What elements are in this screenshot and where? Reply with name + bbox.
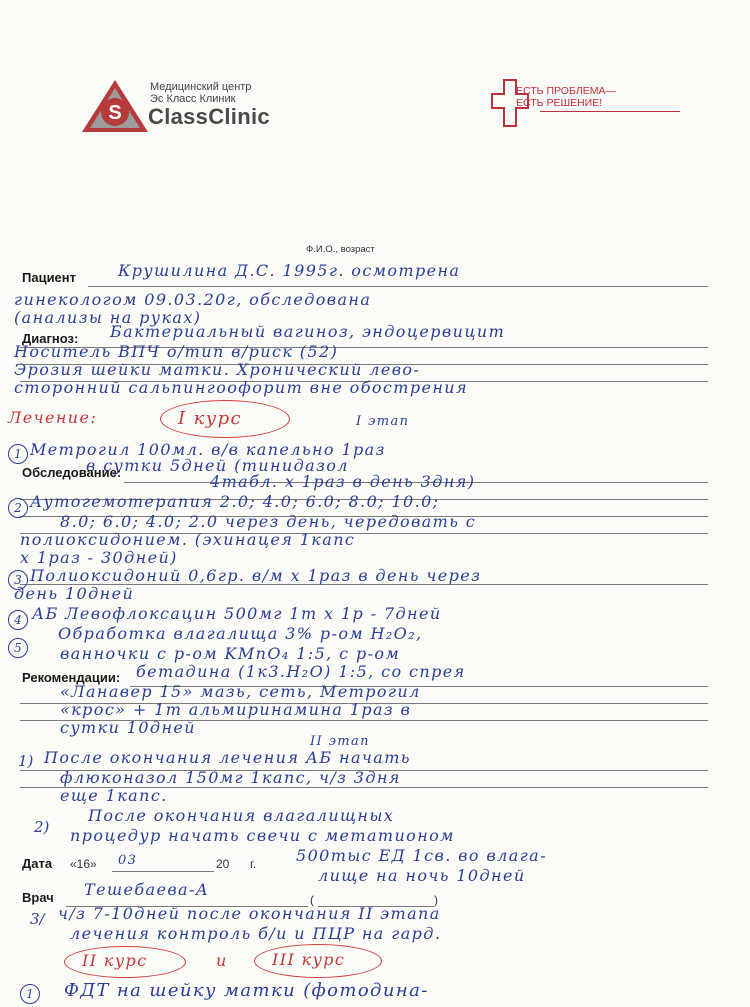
- s2-item2-line3: 500тыс ЕД 1св. во влага-: [296, 846, 547, 865]
- slogan-line2: ЕСТЬ РЕШЕНИЕ!: [516, 97, 603, 109]
- item5-line2: ванночки с р-ом KMnO₄ 1:5, с р-ом: [60, 644, 401, 663]
- item1-number: 1: [8, 444, 28, 464]
- item5-line3: бетадина (1к3.H₂O) 1:5, со спрея: [136, 662, 466, 681]
- s2-item2-number: 2): [34, 818, 50, 836]
- course2-label: II курс: [82, 951, 148, 970]
- patient-line3: (анализы на руках): [14, 308, 202, 327]
- s2-item1-line1: После окончания лечения АБ начать: [44, 748, 411, 767]
- stage1-label: I этап: [356, 414, 410, 429]
- item2-line2: 8.0; 6.0; 4.0; 2.0 через день, чередовать с: [60, 512, 477, 531]
- item1-line3: 4табл. х 1раз в день 3дня): [210, 472, 476, 491]
- logo-letter: S: [108, 102, 122, 124]
- item5-line5: «крос» + 1т альмиринамина 1раз в: [60, 700, 412, 719]
- patient-line1: Крушилина Д.С. 1995г. осмотрена: [118, 261, 461, 280]
- item1-line2: в сутки 5дней (тинидазол: [86, 456, 349, 475]
- date-label: Дата: [22, 856, 53, 871]
- item3-number: 3: [8, 570, 28, 590]
- date-day: «16»: [70, 857, 97, 871]
- diagnosis-line1: Бактериальный вагиноз, эндоцервицит: [110, 322, 506, 341]
- item5-number: 5: [8, 638, 28, 658]
- date-month-rule: [112, 871, 214, 872]
- date-year-suffix: г.: [250, 857, 257, 871]
- recs-label: Рекомендации:: [22, 670, 121, 685]
- s2-item2-line2: процедур начать свечи с метатионом: [70, 826, 455, 845]
- item1-line1: Метрогил 100мл. в/в капельно 1раз: [30, 440, 386, 459]
- item2-line1: Аутогемотерапия 2.0; 4.0; 6.0; 8.0; 10.0;: [30, 492, 440, 511]
- doctor-paren-open: (: [310, 893, 314, 907]
- s2-item1-line3: еще 1капс.: [60, 786, 168, 805]
- item2-line3: полиоксидонием. (эхинацея 1капс: [20, 530, 356, 549]
- date-year-prefix: 20: [216, 857, 230, 871]
- item2-number: 2: [8, 498, 28, 518]
- s2-item3-line1: ч/з 7-10дней после окончания II этапа: [58, 904, 441, 923]
- clinic-line2: Эс Класс Клиник: [150, 93, 236, 105]
- item3-line2: день 10дней: [14, 584, 135, 603]
- diagnosis-label: Диагноз:: [22, 331, 79, 346]
- s2-item2-line4: лище на ночь 10дней: [318, 866, 526, 885]
- s2-item2-line1: После окончания влагалищных: [88, 806, 395, 825]
- item6-line1: ФДТ на шейку матки (фотодина-: [64, 980, 429, 1001]
- item5-line6: сутки 10дней: [60, 718, 196, 737]
- clinic-line1: Медицинский центр: [150, 81, 252, 93]
- clinic-brand: ClassClinic: [148, 104, 270, 129]
- item4-line1: АБ Левофлоксацин 500мг 1т х 1р - 7дней: [32, 604, 442, 623]
- course1-label: I курс: [178, 408, 243, 429]
- item4-number: 4: [8, 610, 28, 630]
- doctor-paren-close: ): [434, 893, 438, 907]
- item5-line1: Обработка влагалища 3% р-ом H₂O₂,: [58, 624, 423, 643]
- item3-line1: Полиоксидоний 0,6гр. в/м х 1раз в день через: [30, 566, 482, 585]
- doctor-signature: Тешебаева-А: [84, 880, 210, 899]
- slogan-underline: [540, 111, 680, 112]
- item2-line4: х 1раз - 30дней): [20, 548, 178, 567]
- stage2-label: II этап: [310, 734, 370, 749]
- fio-caption: Ф.И.О., возраст: [306, 244, 375, 255]
- diagnosis-line2: Носитель ВПЧ о/тип в/риск (52): [14, 342, 339, 361]
- diagnosis-line4: сторонний сальпингоофорит вне обострения: [14, 378, 468, 397]
- course3-label: III курс: [272, 950, 346, 969]
- slogan-line1: ЕСТЬ ПРОБЛЕМА—: [516, 85, 616, 97]
- item6-number: 1: [20, 984, 40, 1004]
- date-month: 03: [118, 853, 138, 868]
- treatment-label: Лечение:: [8, 408, 98, 427]
- item5-line4: «Ланавер 15» мазь, сеть, Метрогил: [60, 682, 421, 701]
- patient-label: Пациент: [22, 270, 77, 285]
- diagnosis-line3: Эрозия шейки матки. Хронический лево-: [14, 360, 421, 379]
- course-and: и: [216, 951, 228, 970]
- doctor-label: Врач: [22, 890, 54, 905]
- classclinic-logo-icon: [80, 78, 150, 134]
- patient-rule: [88, 286, 708, 287]
- s2-item3-line2: лечения контроль б/и и ПЦР на гард.: [70, 924, 442, 943]
- s2-item1-line2: флюконазол 150мг 1капс, ч/з 3дня: [60, 768, 401, 787]
- s2-item3-number: 3/: [30, 910, 45, 928]
- patient-line2: гинекологом 09.03.20г, обследована: [14, 290, 372, 309]
- s2-item1-number: 1): [18, 752, 34, 770]
- exam-label: Обследование:: [22, 465, 122, 480]
